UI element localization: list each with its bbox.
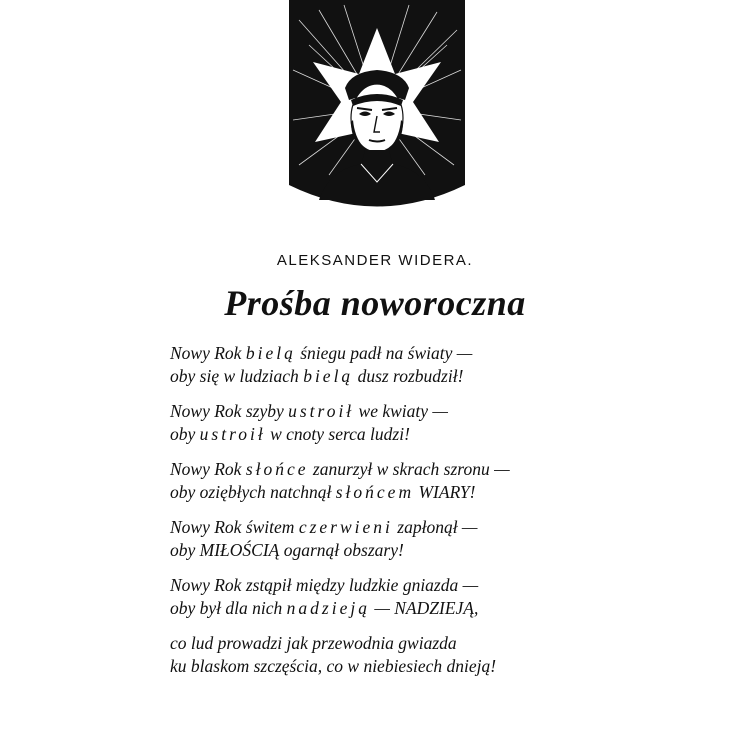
poem-line [170, 539, 640, 562]
line-text: oby oziębłych natchnął [170, 482, 336, 502]
line-text: we kwiaty — [354, 401, 448, 421]
poem-line [170, 655, 640, 678]
line-text: dusz rozbudził! [353, 366, 464, 386]
poem-line [170, 458, 640, 481]
poem-title: Prośba noworoczna [224, 283, 526, 323]
stanza [170, 342, 640, 388]
emphasized-word: czerwieni [298, 517, 393, 537]
line-text: WIARY! [414, 482, 476, 502]
poem-line [170, 342, 640, 365]
emphasized-word: bielą [245, 343, 296, 363]
line-text: ku blaskom szczęścia, co w niebiesiech dnieją! [170, 656, 497, 676]
stanza [170, 400, 640, 446]
line-text: oby był dla nich [170, 598, 287, 618]
author-name: ALEKSANDER WIDERA. [276, 252, 474, 269]
line-text: Nowy Rok szyby [170, 401, 289, 421]
line-text: oby [170, 540, 200, 560]
line-text: co lud prowadzi jak przewodnia gwiazda [170, 633, 457, 653]
poem-line [170, 481, 640, 504]
emphasized-word: słońce [245, 459, 309, 479]
line-text: w cnoty serca ludzi! [265, 424, 410, 444]
line-text: Nowy Rok świtem [170, 517, 299, 537]
poem-line [170, 423, 640, 446]
stanza [170, 516, 640, 562]
stanza [170, 458, 640, 504]
poem-line [170, 632, 640, 655]
emphasized-word: nadzieją [286, 598, 370, 618]
line-text: — NADZIEJĄ, [369, 598, 479, 618]
poem-line [170, 365, 640, 388]
line-text: zanurzył w skrach szronu — [308, 459, 510, 479]
line-text: Nowy Rok [170, 343, 246, 363]
poem-line [170, 516, 640, 539]
stanza [170, 632, 640, 678]
line-text: Nowy Rok [170, 459, 246, 479]
line-text: śniegu padł na światy — [295, 343, 473, 363]
line-text: oby [170, 424, 200, 444]
header-illustration [289, 0, 465, 215]
stanza [170, 574, 640, 620]
line-text: Nowy Rok zstąpił między ludzkie gniazda — [170, 575, 479, 595]
poem-body [170, 342, 640, 690]
emphasized-word: słońcem [335, 482, 415, 502]
emphasized-word: MIŁOŚCIĄ [199, 540, 280, 560]
portrait-in-star-icon [289, 0, 465, 215]
emphasized-word: ustroił [199, 424, 266, 444]
poem-line [170, 400, 640, 423]
poem-line [170, 597, 640, 620]
line-text: zapłonął — [392, 517, 478, 537]
line-text: oby się w ludziach [170, 366, 304, 386]
emphasized-word: bielą [303, 366, 354, 386]
poem-line [170, 574, 640, 597]
line-text: ogarnął obszary! [279, 540, 404, 560]
emphasized-word: ustroił [288, 401, 355, 421]
